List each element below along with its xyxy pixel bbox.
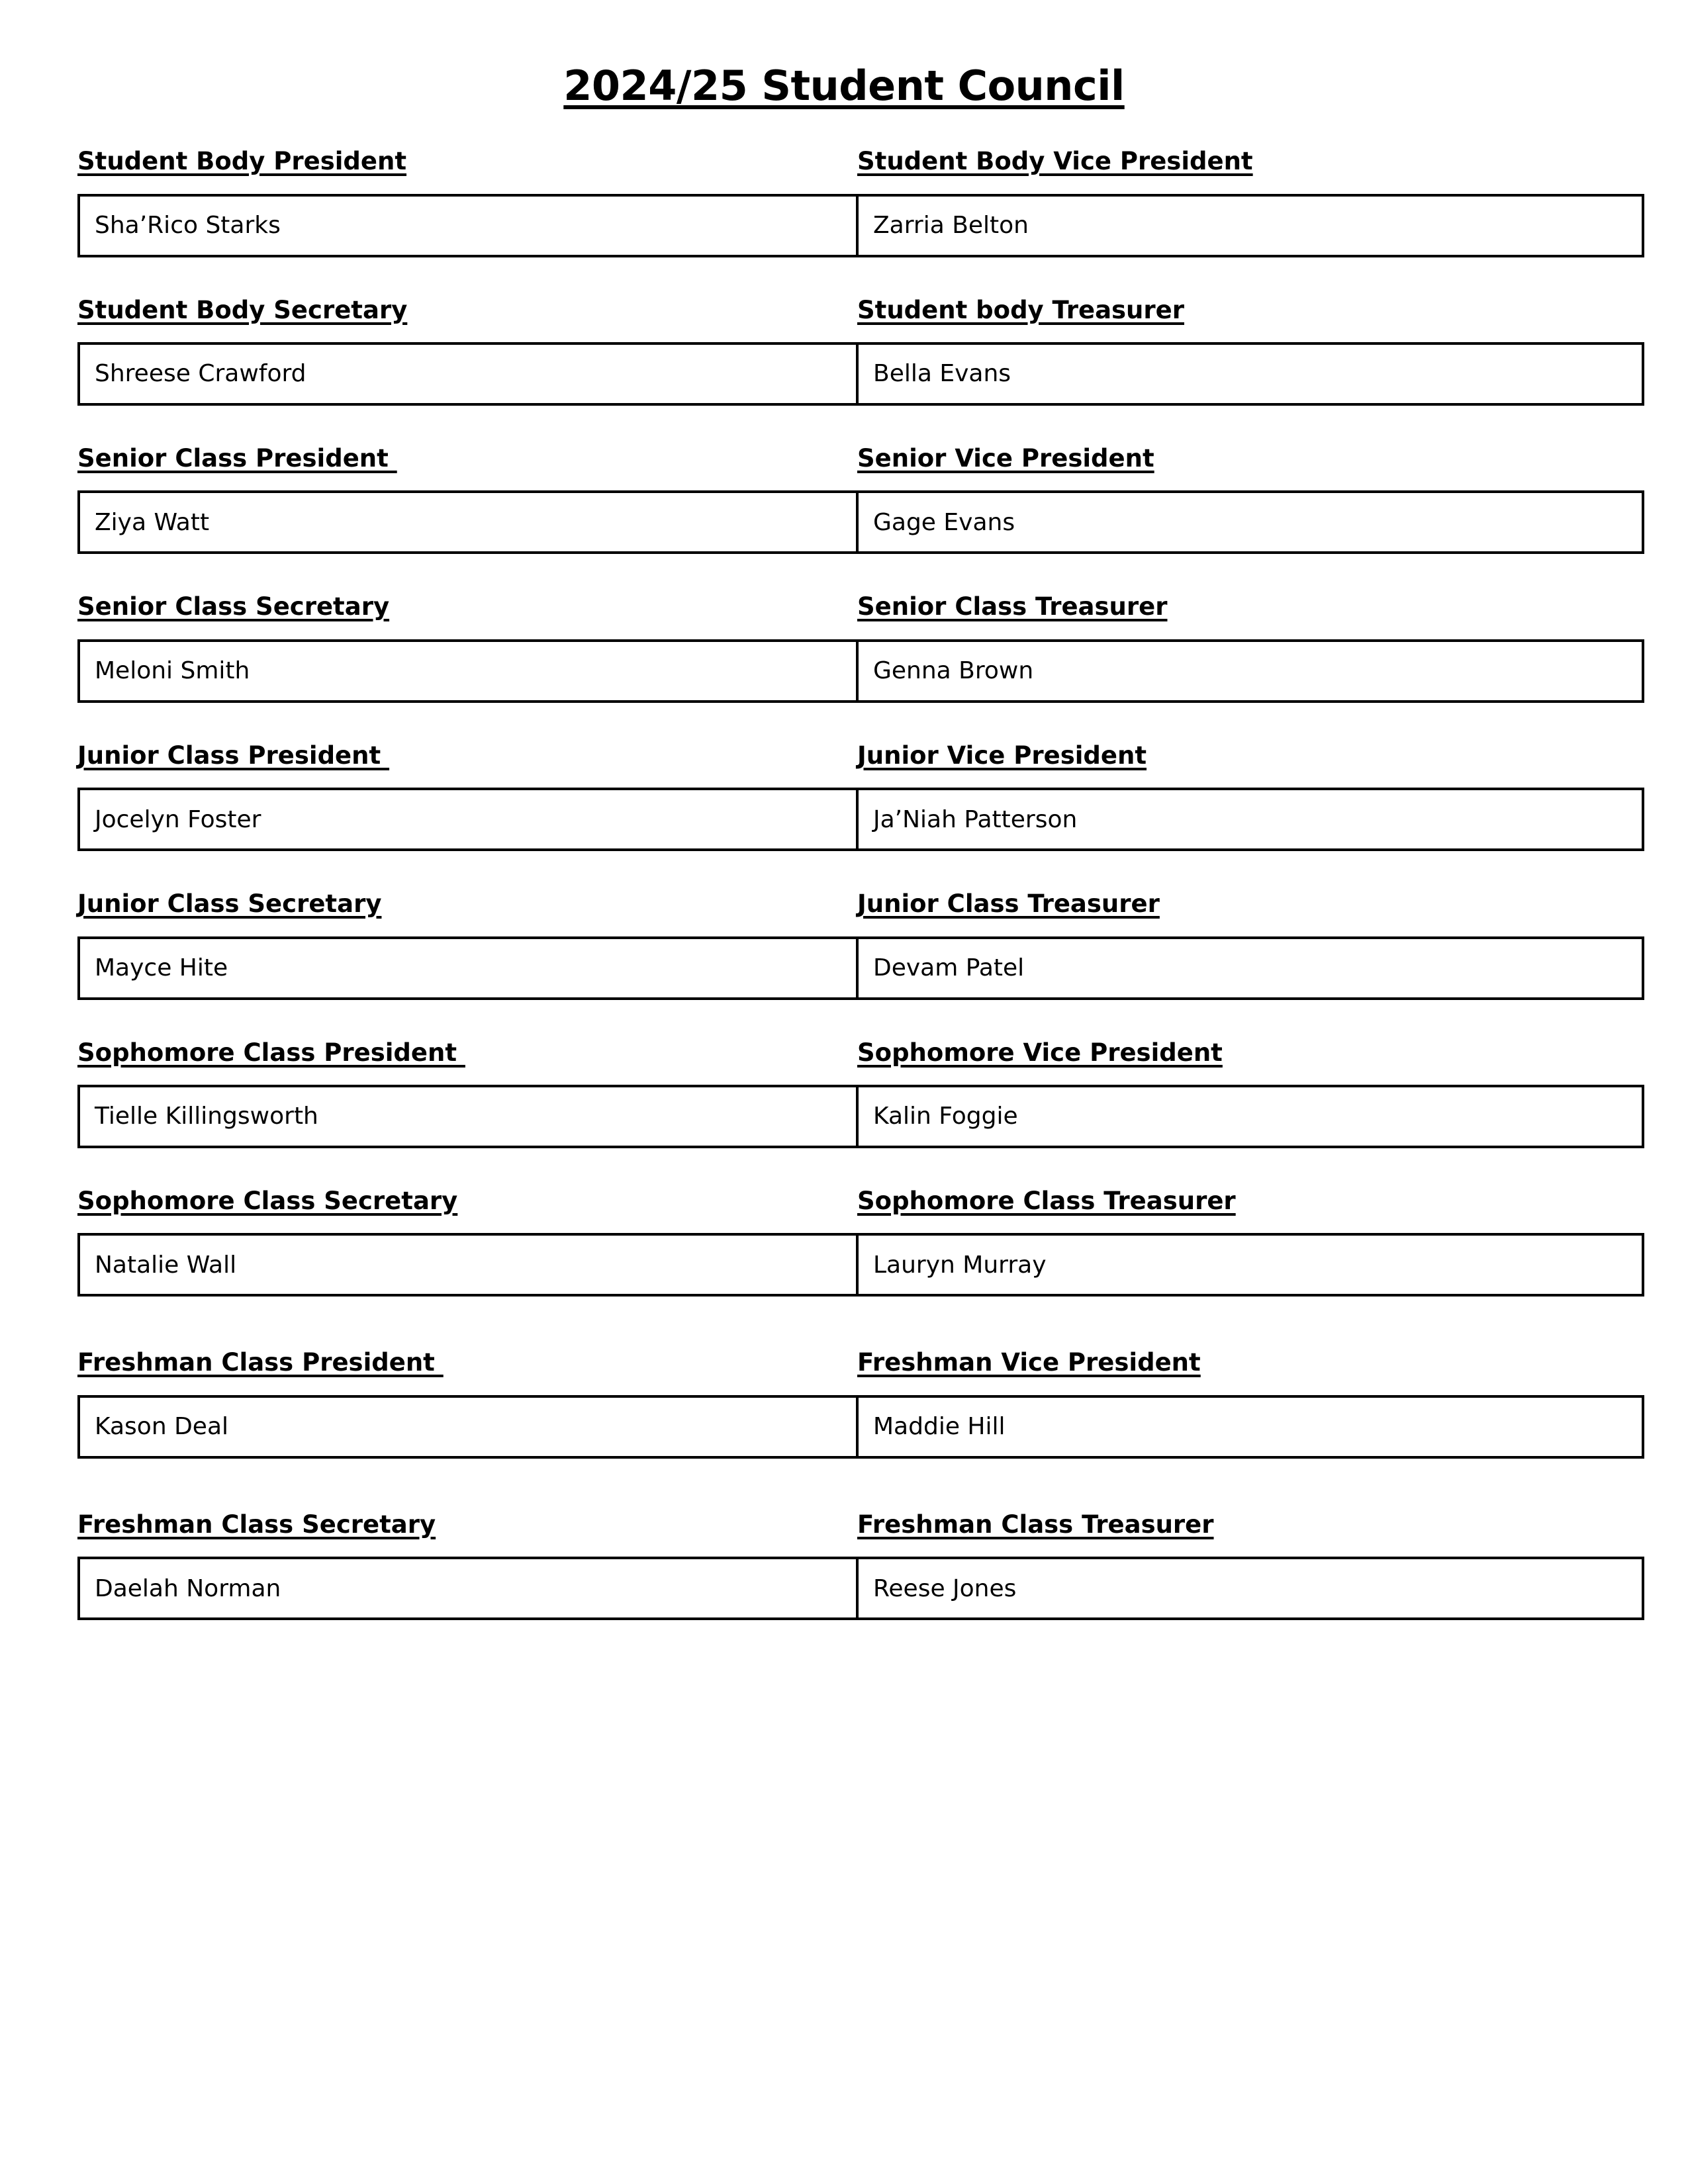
name-cell-right: Zarria Belton [857, 195, 1643, 256]
section-heading-right [857, 1510, 1607, 1539]
table-row [79, 195, 1643, 256]
section-heading-right-text: Student body Treasurer [857, 295, 1184, 324]
section-heading-row [77, 1187, 1607, 1216]
name-cell-left: Meloni Smith [79, 641, 857, 702]
section-heading-left-text: Freshman Class President [77, 1348, 444, 1377]
name-cell-right: Lauryn Murray [857, 1234, 1643, 1295]
section-heading-left [77, 1510, 857, 1539]
table-row [79, 1234, 1643, 1295]
section-heading-right [857, 1038, 1607, 1068]
section-heading-row [77, 889, 1607, 919]
roster-body [0, 147, 1688, 1620]
name-cell-left: Natalie Wall [79, 1234, 857, 1295]
section-heading-row [77, 444, 1607, 473]
name-cell-left: Kason Deal [79, 1396, 857, 1457]
name-cell-right: Bella Evans [857, 343, 1643, 404]
name-cell-right: Reese Jones [857, 1558, 1643, 1619]
name-cell-left: Ziya Watt [79, 492, 857, 553]
section-heading-right [857, 1187, 1607, 1216]
section-heading-left [77, 1187, 857, 1216]
name-table [77, 1233, 1644, 1297]
table-row [79, 343, 1643, 404]
section-heading-right-text: Senior Vice President [857, 443, 1154, 473]
name-cell-left: Mayce Hite [79, 938, 857, 999]
name-cell-left: Daelah Norman [79, 1558, 857, 1619]
roster-section-senior-secretary [77, 592, 1607, 702]
section-heading-right [857, 889, 1607, 919]
section-heading-left-text: Student Body Secretary [77, 295, 408, 324]
name-table [77, 1395, 1644, 1459]
name-cell-left: Jocelyn Foster [79, 789, 857, 850]
roster-section-freshman-secretary [77, 1510, 1607, 1620]
section-heading-row [77, 147, 1607, 176]
table-row [79, 1396, 1643, 1457]
section-heading-left [77, 444, 857, 473]
section-heading-left-text: Senior Class Secretary [77, 592, 390, 621]
table-row [79, 1086, 1643, 1147]
name-table [77, 490, 1644, 554]
table-row [79, 492, 1643, 553]
roster-section-senior-president [77, 444, 1607, 554]
name-table [77, 1557, 1644, 1620]
section-heading-left [77, 147, 857, 176]
section-heading-left-text: Freshman Class Secretary [77, 1510, 436, 1539]
roster-section-student-body-secretary [77, 296, 1607, 406]
name-cell-right: Devam Patel [857, 938, 1643, 999]
section-heading-right-text: Sophomore Vice President [857, 1038, 1223, 1067]
page-title [0, 0, 1688, 109]
section-heading-row [77, 1038, 1607, 1068]
table-row [79, 938, 1643, 999]
name-table [77, 639, 1644, 703]
table-row [79, 1558, 1643, 1619]
table-row [79, 641, 1643, 702]
name-cell-right: Gage Evans [857, 492, 1643, 553]
section-heading-left [77, 741, 857, 770]
section-heading-right [857, 592, 1607, 621]
section-heading-row [77, 1510, 1607, 1539]
section-heading-right-text: Sophomore Class Treasurer [857, 1186, 1236, 1215]
section-heading-right [857, 147, 1607, 176]
table-row [79, 789, 1643, 850]
section-heading-right-text: Senior Class Treasurer [857, 592, 1168, 621]
roster-section-student-body-president [77, 147, 1607, 257]
section-heading-left-text: Junior Class Secretary [77, 889, 382, 919]
name-cell-right: Kalin Foggie [857, 1086, 1643, 1147]
section-heading-right [857, 741, 1607, 770]
section-heading-row [77, 741, 1607, 770]
name-cell-right: Maddie Hill [857, 1396, 1643, 1457]
name-cell-left: Tielle Killingsworth [79, 1086, 857, 1147]
name-table [77, 194, 1644, 257]
roster-section-junior-secretary [77, 889, 1607, 999]
name-cell-left: Sha’Rico Starks [79, 195, 857, 256]
roster-section-sophomore-president [77, 1038, 1607, 1148]
roster-section-freshman-president [77, 1348, 1607, 1458]
section-heading-right-text: Junior Class Treasurer [857, 889, 1160, 919]
section-heading-right-text: Student Body Vice President [857, 147, 1253, 176]
section-heading-left [77, 1348, 857, 1377]
section-heading-left-text: Junior Class President [77, 741, 390, 770]
section-heading-right [857, 1348, 1607, 1377]
roster-section-sophomore-secretary [77, 1187, 1607, 1297]
section-heading-right [857, 296, 1607, 325]
section-heading-left-text: Student Body President [77, 147, 407, 176]
name-cell-right: Ja’Niah Patterson [857, 789, 1643, 850]
section-heading-right-text: Freshman Vice President [857, 1348, 1201, 1377]
section-heading-right [857, 444, 1607, 473]
section-heading-left [77, 889, 857, 919]
name-table [77, 1085, 1644, 1148]
section-heading-left [77, 296, 857, 325]
section-heading-left [77, 1038, 857, 1068]
roster-section-junior-president [77, 741, 1607, 851]
name-cell-left: Shreese Crawford [79, 343, 857, 404]
section-heading-right-text: Freshman Class Treasurer [857, 1510, 1214, 1539]
section-heading-left [77, 592, 857, 621]
name-table [77, 936, 1644, 1000]
page-title-text: 2024/25 Student Council [563, 62, 1125, 110]
section-heading-row [77, 1348, 1607, 1377]
section-heading-right-text: Junior Vice President [857, 741, 1147, 770]
section-heading-left-text: Sophomore Class President [77, 1038, 465, 1067]
section-heading-row [77, 592, 1607, 621]
section-heading-row [77, 296, 1607, 325]
section-heading-left-text: Senior Class President [77, 443, 397, 473]
name-cell-right: Genna Brown [857, 641, 1643, 702]
section-heading-left-text: Sophomore Class Secretary [77, 1186, 458, 1215]
name-table [77, 342, 1644, 406]
name-table [77, 788, 1644, 851]
